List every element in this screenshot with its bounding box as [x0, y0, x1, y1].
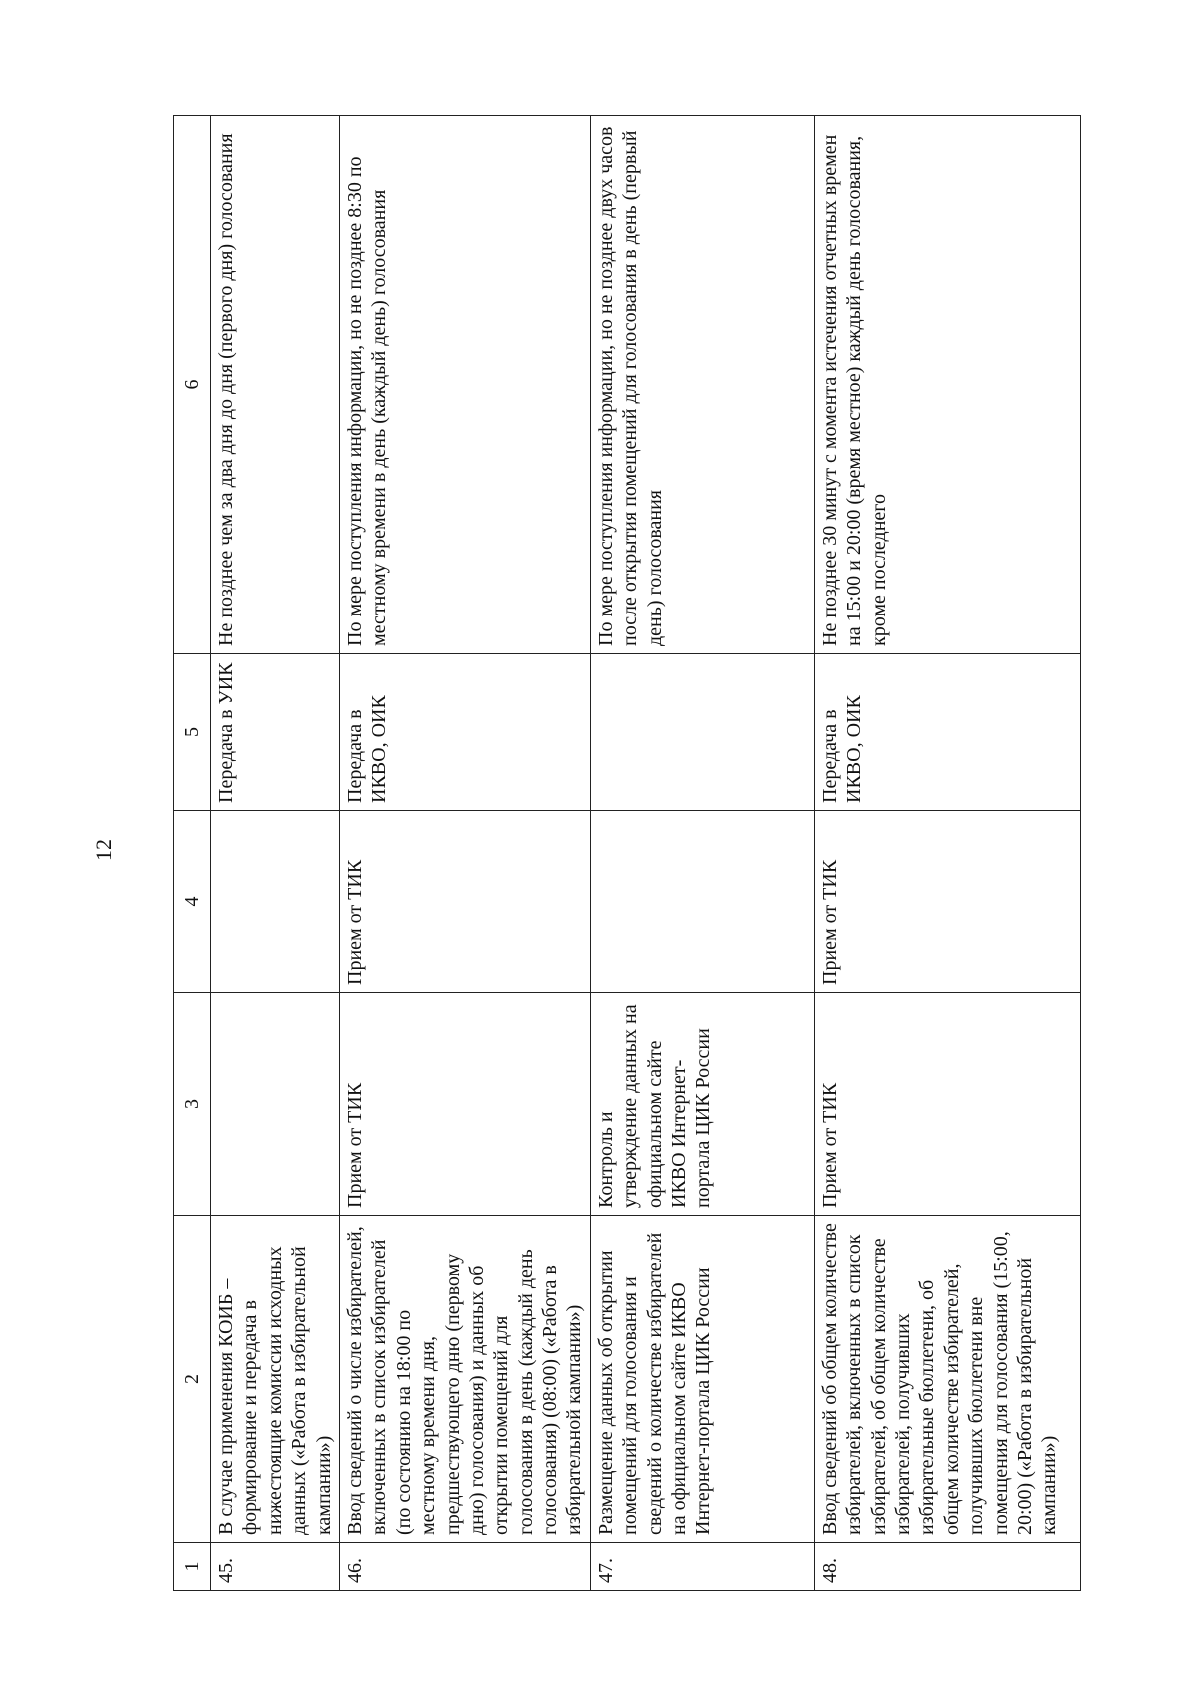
- column-header: 3: [174, 993, 211, 1216]
- row-deadline: Не позднее 30 минут с момента истечения отчетных времен на 15:00 и 20:00 (время местное) каждый день голосования, кроме последнего: [814, 116, 1080, 654]
- row-deadline: Не позднее чем за два дня до дня (первого дня) голосования: [211, 116, 340, 654]
- row-description: Размещение данных об открытии помещений для голосования и сведений о количестве избирателей на официальном сайте ИКВО Интернет-портала ЦИК России: [590, 1216, 814, 1543]
- row-description: Ввод сведений об общем количестве избирателей, включенных в список избирателей, об общем количестве избирателей, получивших избирательные бюллетени, об общем количестве избирателей, получивших бюллетени вне помещения для голосования (15:00, 20:00) («Работа в избирательной кампании»): [814, 1216, 1080, 1543]
- column-header: 2: [174, 1216, 211, 1543]
- row-cell-col4: [211, 811, 340, 993]
- row-cell-col3: Прием от ТИК: [339, 993, 590, 1216]
- row-number: 45.: [211, 1543, 340, 1591]
- row-cell-col3: Контроль и утверждение данных на официальном сайте ИКВО Интернет-портала ЦИК России: [590, 993, 814, 1216]
- page-number: 12: [91, 839, 116, 861]
- row-cell-col4: Прием от ТИК: [339, 811, 590, 993]
- row-description: Ввод сведений о числе избирателей, включенных в список избирателей (по состоянию на 18:00 по местному времени дня, предшествующего дню (первому дню) голосования) и данных об открытии помещений для голосования в день (каждый день голосования) (08:00) («Работа в избирательной кампании»): [339, 1216, 590, 1543]
- row-cell-col5: Передача в ИКВО, ОИК: [814, 654, 1080, 811]
- row-cell-col3: [211, 993, 340, 1216]
- column-header: 5: [174, 654, 211, 811]
- table-row: [590, 116, 814, 1591]
- row-cell-col4: [590, 811, 814, 993]
- table-header-row: [174, 116, 211, 1591]
- schedule-table-container: [173, 116, 1061, 1591]
- row-number: 47.: [590, 1543, 814, 1591]
- row-deadline: По мере поступления информации, но не позднее 8:30 по местному времени в день (каждый день) голосования: [339, 116, 590, 654]
- row-number: 46.: [339, 1543, 590, 1591]
- column-header: 6: [174, 116, 211, 654]
- row-description: В случае применения КОИБ – формирование и передача в нижестоящие комиссии исходных данных («Работа в избирательной кампании»): [211, 1216, 340, 1543]
- row-number: 48.: [814, 1543, 1080, 1591]
- table-row: [211, 116, 340, 1591]
- table-row: [814, 116, 1080, 1591]
- row-cell-col5: [590, 654, 814, 811]
- row-deadline: По мере поступления информации, но не позднее двух часов после открытия помещений для голосования в день (первый день) голосования: [590, 116, 814, 654]
- table-row: [339, 116, 590, 1591]
- column-header: 1: [174, 1543, 211, 1591]
- row-cell-col5: Передача в УИК: [211, 654, 340, 811]
- row-cell-col5: Передача в ИКВО, ОИК: [339, 654, 590, 811]
- row-cell-col3: Прием от ТИК: [814, 993, 1080, 1216]
- column-header: 4: [174, 811, 211, 993]
- schedule-table: [173, 115, 1081, 1591]
- row-cell-col4: Прием от ТИК: [814, 811, 1080, 993]
